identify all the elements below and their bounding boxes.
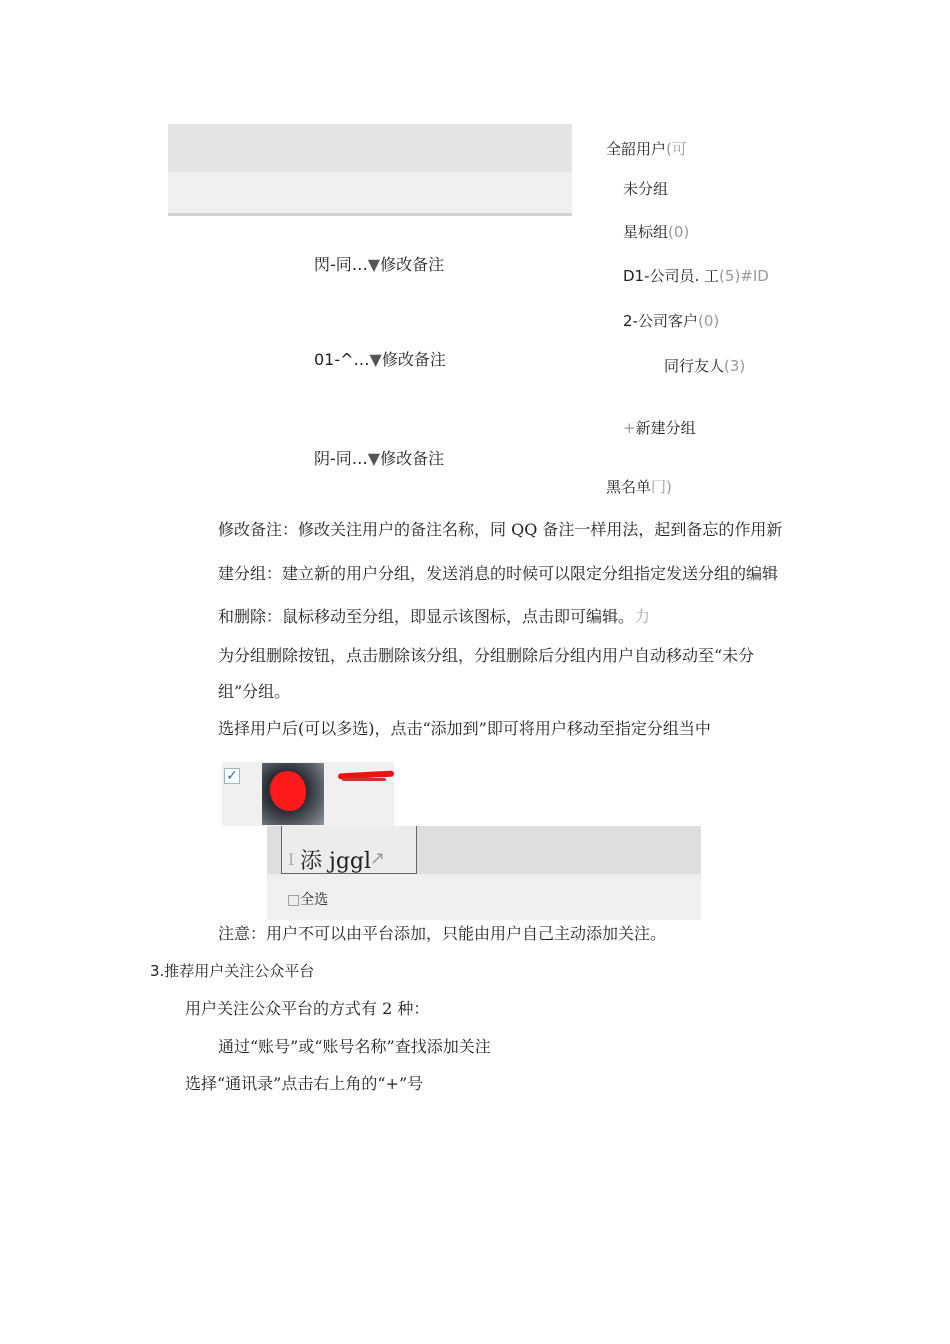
plus-icon: +: [623, 419, 636, 437]
edit-remark-link[interactable]: 修改备注: [380, 255, 445, 274]
arrow-icon: ↗: [370, 848, 386, 869]
section-heading: 3.推荐用户关注公众平台: [150, 962, 315, 980]
select-all-checkbox[interactable]: [287, 889, 328, 909]
group-all-users[interactable]: [606, 138, 687, 159]
user-row: [314, 347, 446, 370]
paragraph-line: 建分组：建立新的用户分组，发送消息的时候可以限定分组指定发送分组的编辑: [218, 564, 779, 583]
group-count: (可: [666, 140, 687, 158]
group-label: D1-公司员. 工: [623, 267, 720, 285]
new-group-button[interactable]: [623, 417, 696, 438]
group-starred[interactable]: [623, 221, 689, 242]
group-count: (5)#ID: [719, 267, 769, 285]
edit-remark-link[interactable]: 修改备注: [381, 350, 446, 369]
paragraph-line: 用户关注公众平台的方式有 2 种：: [185, 999, 430, 1018]
user-checkbox[interactable]: ✓: [224, 768, 240, 784]
divider: [168, 213, 572, 216]
select-all-bar: [267, 874, 701, 920]
group-count: (3): [724, 357, 746, 375]
group-label: 2-公司客户: [623, 312, 698, 330]
paragraph-line: 为分组删除按钮，点击删除该分组，分组删除后分组内用户自动移动至“未分: [218, 646, 755, 665]
checkbox-icon: □: [287, 892, 301, 908]
header-bar: [168, 124, 572, 172]
group-label: 黑名单: [606, 478, 652, 496]
paragraph-line: 选择“通讯录”点击右上角的“+”号: [185, 1074, 424, 1093]
user-name: 阴-同…: [314, 449, 368, 468]
add-to-button[interactable]: [281, 826, 417, 874]
paragraph-line: 修改备注：修改关注用户的备注名称，同 QQ 备注一样用法，起到备忘的作用新: [218, 520, 783, 539]
paragraph-line: 组”分组。: [218, 682, 291, 701]
paragraph-text: 和删除：鼠标移动至分组，即显示该图标，点击即可编辑。: [218, 607, 635, 626]
text-cursor-icon: I: [288, 850, 295, 869]
user-name: 01-^…: [314, 350, 370, 369]
group-count: 冂): [651, 478, 672, 496]
user-name: 閃-同…: [314, 255, 368, 274]
paragraph-text: 力: [634, 607, 651, 626]
group-label: 全韶用户: [606, 140, 667, 158]
redacted-username: [338, 766, 394, 782]
new-group-label: 新建分组: [635, 419, 696, 437]
group-blacklist[interactable]: [606, 476, 672, 497]
group-count: (0): [697, 312, 720, 330]
group-clients[interactable]: [623, 310, 719, 331]
dropdown-triangle-icon[interactable]: ▼: [367, 255, 381, 274]
subheader-bar: [168, 172, 572, 213]
paragraph-line: 通过“账号”或“账号名称”查找添加关注: [218, 1037, 491, 1056]
add-to-label: 添 jggl: [300, 849, 372, 874]
note-text: 注意：用户不可以由平台添加，只能由用户自己主动添加关注。: [218, 924, 667, 943]
group-staff[interactable]: [623, 265, 769, 286]
dropdown-triangle-icon[interactable]: ▼: [369, 350, 382, 369]
group-label: 未分组: [623, 180, 669, 198]
user-row: [314, 252, 444, 275]
dropdown-triangle-icon[interactable]: ▼: [367, 449, 381, 468]
paragraph-line: 选择用户后(可以多选)，点击“添加到”即可将用户移动至指定分组当中: [218, 719, 711, 738]
paragraph-line: [218, 604, 650, 627]
user-row: [314, 446, 444, 469]
group-label: 同行友人: [664, 357, 725, 375]
group-count: (0): [668, 223, 690, 241]
avatar: [262, 763, 324, 825]
select-all-label: 全选: [300, 892, 329, 908]
group-ungrouped[interactable]: [623, 178, 668, 199]
redaction-mark: [270, 771, 306, 811]
group-peers[interactable]: [664, 355, 745, 376]
edit-remark-link[interactable]: 修改备注: [380, 449, 445, 468]
group-label: 星标组: [623, 223, 669, 241]
